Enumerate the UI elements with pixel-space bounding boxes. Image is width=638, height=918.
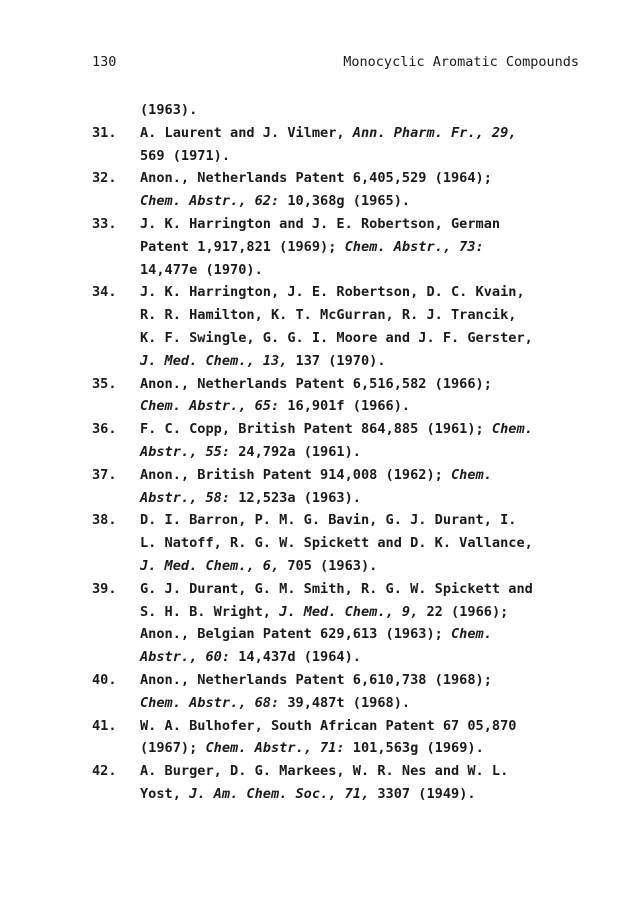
reference-list [92,99,592,806]
citation-text: K. F. Swingle, G. G. I. Moore and J. F. Gerster, [140,329,533,346]
reference-item [92,213,592,281]
reference-line [140,532,592,555]
reference-item [92,373,592,419]
reference-number: 40. [92,671,117,688]
reference-line [140,464,592,487]
citation-text: 14,437d (1964). [230,649,361,666]
citation-text: Anon., Netherlands Patent 6,610,738 (1968); [140,671,492,688]
reference-number: 33. [92,215,117,232]
reference-number: 39. [92,580,117,597]
citation-text: W. A. Bulhofer, South African Patent 67 05,870 [140,717,517,734]
reference-text [140,167,592,213]
citation-text: S. H. B. Wright, [140,603,280,620]
reference-item [92,578,592,669]
citation-text: 101,563g (1969). [344,740,484,757]
reference-number: 37. [92,466,117,483]
reference-number: 32. [92,170,117,187]
reference-item [92,167,592,213]
citation-text: Patent 1,917,821 (1969); [140,238,345,255]
citation-text: Anon., Netherlands Patent 6,516,582 (1966); [140,375,492,392]
reference-line [140,487,592,510]
citation-text: 12,523a (1963). [230,489,361,506]
reference-text [140,418,592,464]
citation-text: (1967); [140,740,206,757]
reference-item [92,760,592,806]
citation-text: 22 (1966); [418,603,509,620]
citation-text: 14,477e (1970). [140,261,263,278]
page-header [92,52,579,72]
reference-text [140,281,592,372]
reference-line [140,350,592,373]
reference-item [92,122,592,168]
reference-line [140,236,592,259]
reference-number: 41. [92,717,117,734]
reference-line [140,601,592,624]
citation-source: Chem. Abstr., 62: [140,193,280,210]
citation-source: Chem. Abstr., 71: [205,740,345,757]
reference-text [140,669,592,715]
reference-line [140,327,592,350]
reference-text [140,715,592,761]
reference-line [140,737,592,760]
citation-text: L. Natoff, R. G. W. Spickett and D. K. Vallance, [140,535,533,552]
citation-source: J. Med. Chem., 6, [140,557,280,574]
citation-text: A. Burger, D. G. Markees, W. R. Nes and W. L. [140,763,509,780]
citation-text: 16,901f (1966). [279,398,411,415]
reference-line [140,578,592,601]
reference-item [92,715,592,761]
citation-source: Abstr., 55: [140,443,231,460]
citation-text: F. C. Copp, British Patent 864,885 (1961); [140,421,492,438]
reference-item [92,281,592,372]
reference-line [140,441,592,464]
reference-line [140,213,592,236]
reference-number: 34. [92,284,117,301]
reference-line [140,145,592,168]
citation-source: Chem. [451,466,492,483]
reference-line [140,122,592,145]
reference-line [140,418,592,441]
citation-text: J. K. Harrington and J. E. Robertson, German [140,215,501,232]
citation-source: Abstr., 60: [140,649,231,666]
reference-number: 31. [92,124,117,141]
reference-number: 36. [92,421,117,438]
reference-line [140,555,592,578]
citation-text: A. Laurent and J. Vilmer, [140,124,353,141]
reference-line [140,509,592,532]
citation-source: Chem. [451,626,492,643]
reference-line [140,692,592,715]
reference-line [140,715,592,738]
citation-source: J. Med. Chem., 13, [140,352,288,369]
reference-text [140,373,592,419]
reference-line [140,646,592,669]
page-number: 130 [92,54,117,70]
citation-text: G. J. Durant, G. M. Smith, R. G. W. Spickett and [140,580,533,597]
citation-source: Abstr., 58: [140,489,231,506]
reference-text [140,122,592,168]
reference-line [140,167,592,190]
reference-text [140,509,592,577]
reference-line [140,190,592,213]
citation-source: Chem. Abstr., 65: [140,398,280,415]
running-title: Monocyclic Aromatic Compounds [343,54,579,70]
reference-line [140,99,592,122]
reference-line [140,623,592,646]
reference-line [140,373,592,396]
citation-text: 10,368g (1965). [279,193,411,210]
reference-line [140,281,592,304]
reference-text [140,578,592,669]
reference-line [140,259,592,282]
citation-source: Ann. Pharm. Fr., 29, [352,124,517,141]
citation-text: 705 (1963). [279,557,378,574]
citation-source: Chem. Abstr., 68: [140,694,280,711]
reference-item [92,669,592,715]
reference-text [140,464,592,510]
citation-text: J. K. Harrington, J. E. Robertson, D. C. Kvain, [140,284,525,301]
reference-item [92,99,592,122]
reference-number: 42. [92,763,117,780]
citation-source: Chem. Abstr., 73: [344,238,484,255]
reference-text [140,760,592,806]
citation-text: 24,792a (1961). [230,443,361,460]
citation-source: J. Med. Chem., 9, [279,603,419,620]
reference-text [140,99,592,122]
reference-text [140,213,592,281]
reference-line [140,783,592,806]
citation-text: 39,487t (1968). [279,694,411,711]
reference-line [140,669,592,692]
reference-item [92,418,592,464]
citation-text: R. R. Hamilton, K. T. McGurran, R. J. Trancik, [140,307,517,324]
citation-text: Anon., Belgian Patent 629,613 (1963); [140,626,451,643]
citation-source: Chem. [491,421,533,438]
reference-number: 35. [92,375,117,392]
citation-text: 137 (1970). [287,352,386,369]
citation-text: D. I. Barron, P. M. G. Bavin, G. J. Durant, I. [140,512,517,529]
citation-text: (1963). [140,102,198,118]
reference-line [140,395,592,418]
citation-text: Anon., British Patent 914,008 (1962); [140,466,451,483]
reference-line [140,304,592,327]
reference-line [140,760,592,783]
citation-text: Yost, [140,785,190,802]
reference-item [92,509,592,577]
reference-number: 38. [92,512,117,529]
reference-item [92,464,592,510]
citation-text: 569 (1971). [140,147,231,164]
citation-source: J. Am. Chem. Soc., 71, [189,785,370,802]
citation-text: 3307 (1949). [369,785,476,802]
citation-text: Anon., Netherlands Patent 6,405,529 (1964); [140,170,492,187]
